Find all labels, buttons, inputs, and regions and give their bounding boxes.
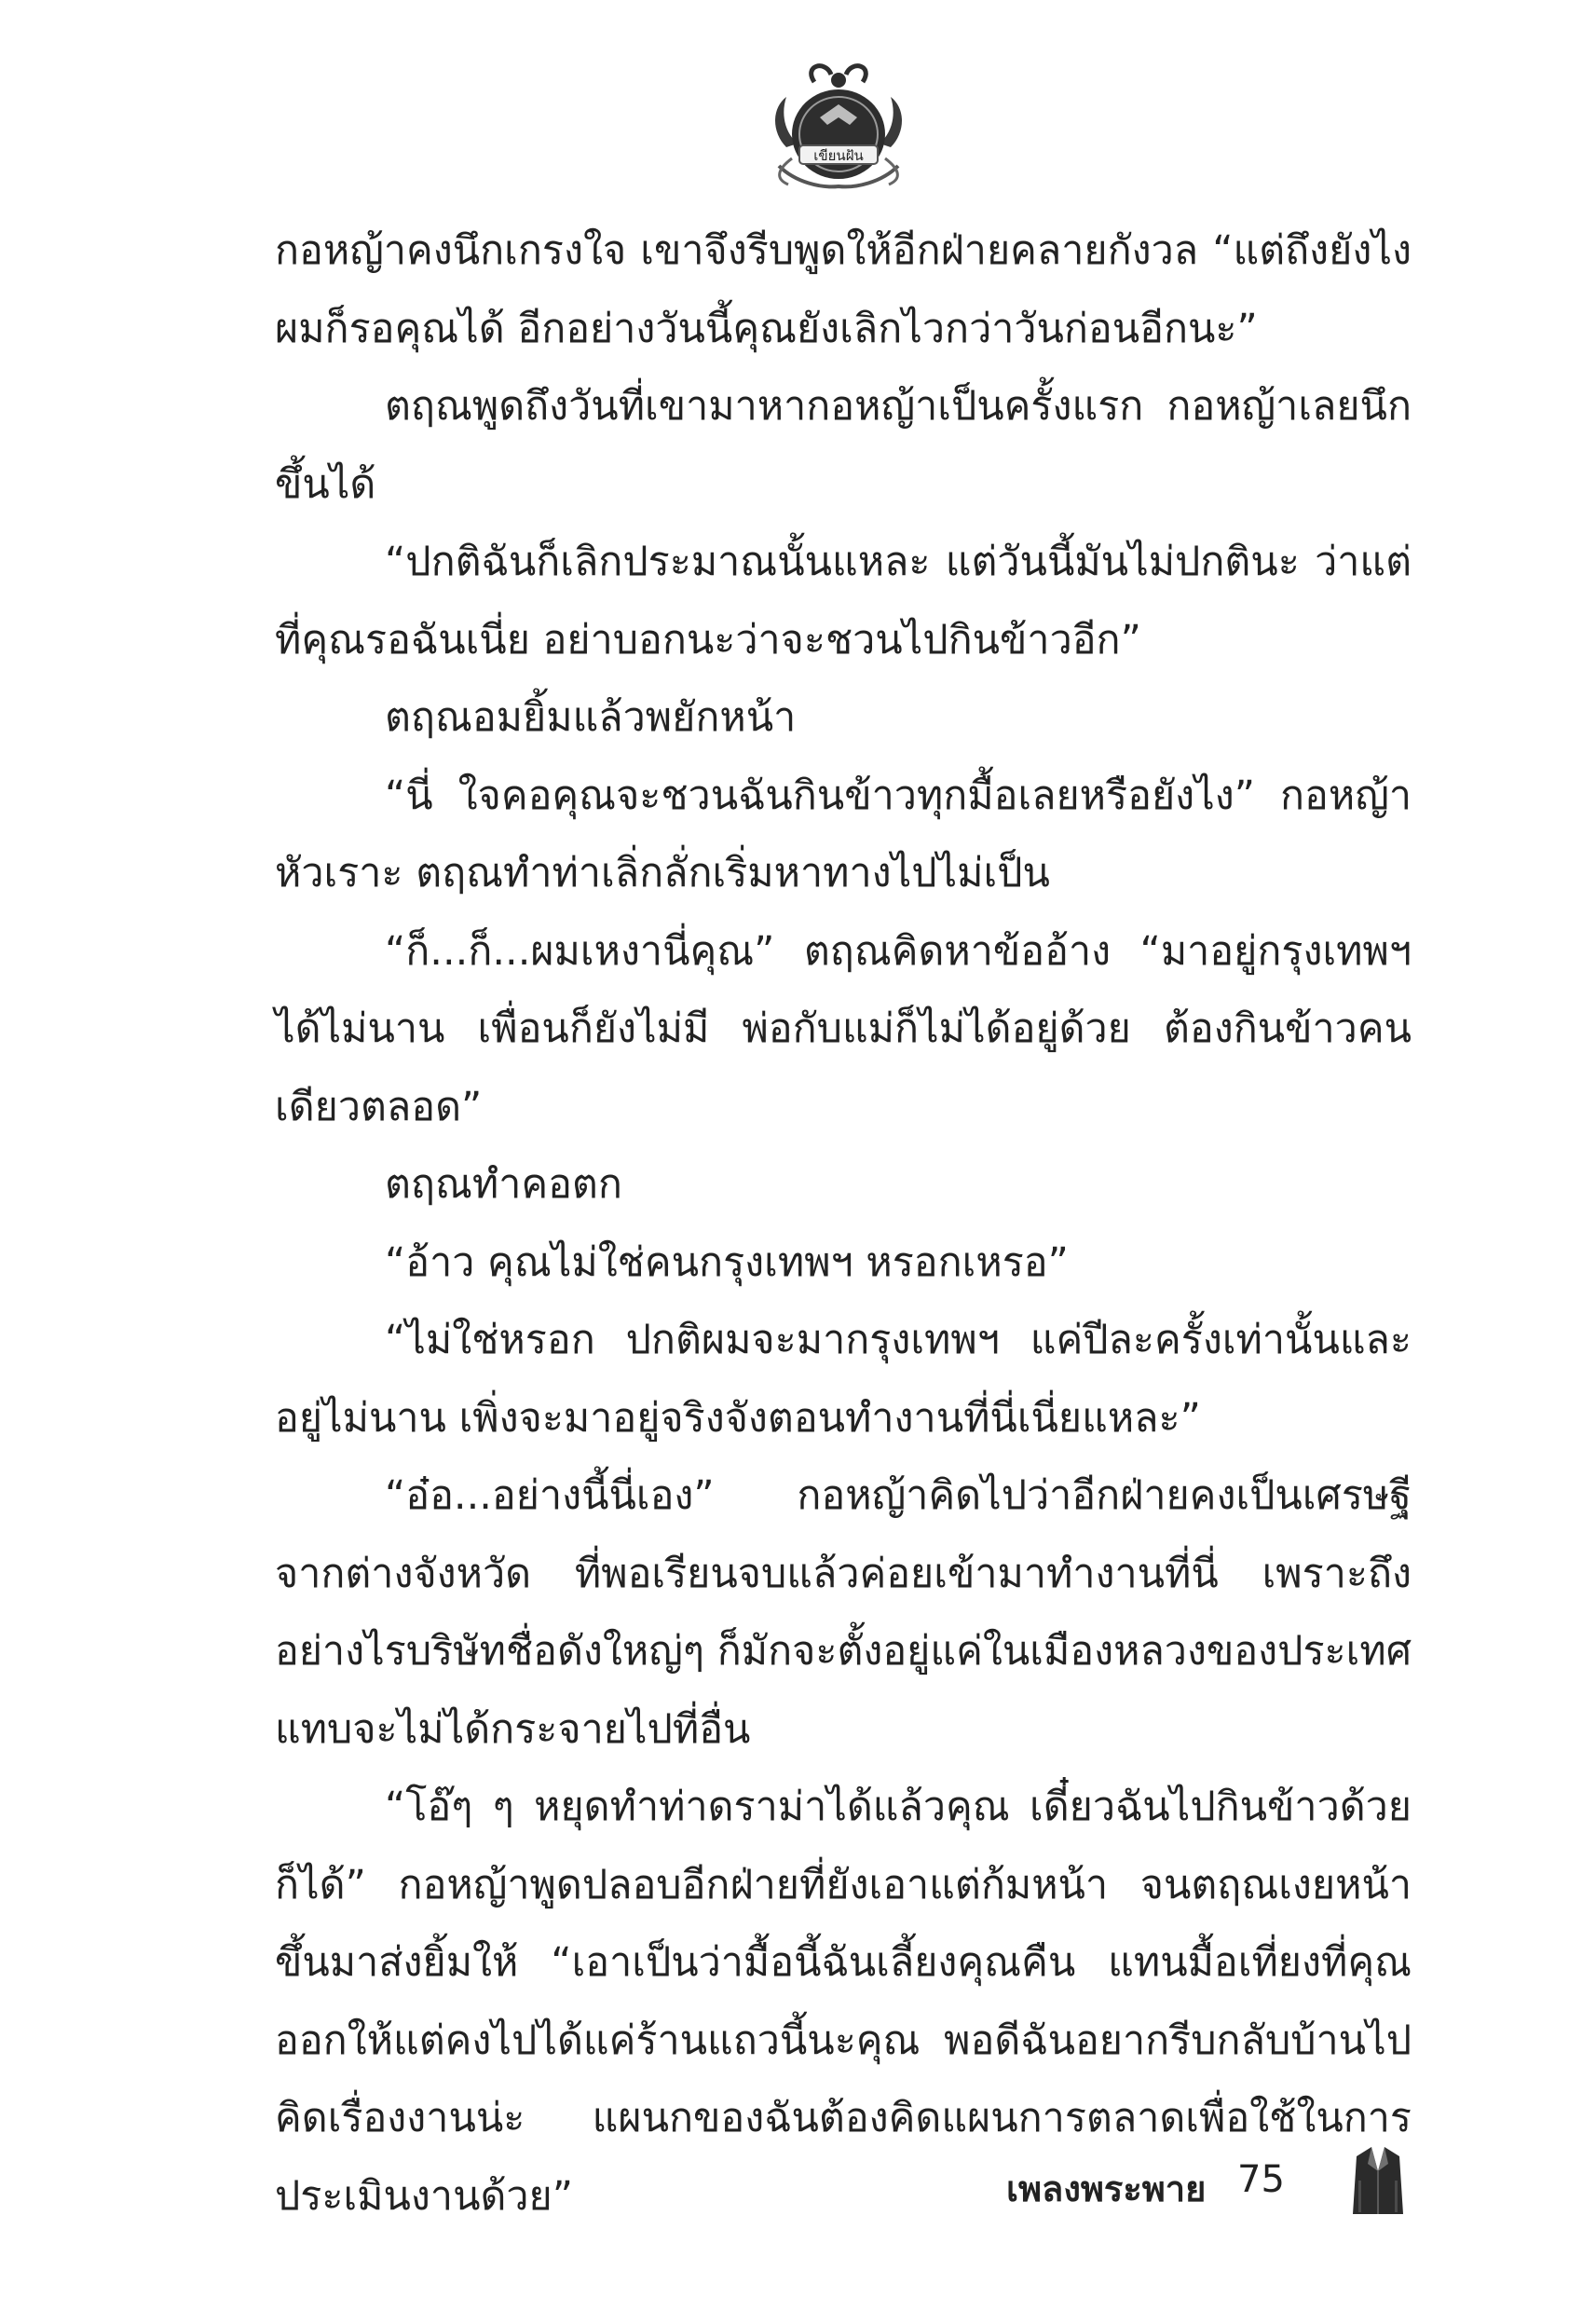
paragraph: ตฤณทำคอตก bbox=[385, 1161, 622, 1208]
paragraph: “ก็...ก็...ผมเหงานี่คุณ” ตฤณคิดหาข้ออ้าง “มาอยู่กรุงเทพฯได้ไม่นาน เพื่อนก็ยังไม่มี พ่อกับแม่ก็ไม่ได้อยู่ด้วย ต้องกินข้าวคนเดียวตลอด” bbox=[275, 927, 1412, 1130]
paragraph: “อ๋อ...อย่างนี้นี่เอง” กอหญ้าคิดไปว่าอีกฝ่ายคงเป็นเศรษฐีจากต่างจังหวัด ที่พอเรียนจบแล้วค่อยเข้ามาทำงานที่นี่ เพราะถึงอย่างไรบริษัทชื่อดังใหญ่ๆ ก็มักจะตั้งอยู่แค่ในเมืองหลวงของประเทศ แทบจะไม่ได้กระจายไปที่อื่น bbox=[275, 1472, 1412, 1753]
paragraph: กอหญ้าคงนึกเกรงใจ เขาจึงรีบพูดให้อีกฝ่ายคลายกังวล “แต่ถึงยังไงผมก็รอคุณได้ อีกอย่างวันนี้คุณยังเลิกไวกว่าวันก่อนอีกนะ” bbox=[275, 227, 1412, 352]
page-number: 75 bbox=[1237, 2158, 1285, 2201]
book-title: เพลงพระพาย bbox=[1006, 2168, 1207, 2209]
paragraph: “โอ๊ๆ ๆ หยุดทำท่าดราม่าได้แล้วคุณ เดี๋ยวฉันไปกินข้าวด้วยก็ได้” กอหญ้าพูดปลอบอีกฝ่ายที่ยังเอาแต่ก้มหน้า จนตฤณเงยหน้าขึ้นมาส่งยิ้มให้ “เอาเป็นว่ามื้อนี้ฉันเลี้ยงคุณคืน แทนมื้อเที่ยงที่คุณออกให้แต่คงไปได้แค่ร้านแถวนี้นะคุณ พอดีฉันอยากรีบกลับบ้านไปคิดเรื่องงานน่ะ แผนกของฉันต้องคิดแผนการตลาดเพื่อใช้ในการประเมินงานด้วย” bbox=[275, 1784, 1412, 2220]
paragraph: ตฤณอมยิ้มแล้วพยักหน้า bbox=[385, 694, 797, 741]
paragraph: “อ้าว คุณไม่ใช่คนกรุงเทพฯ หรอกเหรอ” bbox=[385, 1238, 1069, 1286]
ornate-crest-logo bbox=[766, 56, 911, 196]
crest-icon bbox=[766, 56, 911, 196]
paragraph: ตฤณพูดถึงวันที่เขามาหากอหญ้าเป็นครั้งแรก กอหญ้าเลยนึกขึ้นได้ bbox=[275, 383, 1412, 508]
paragraph: “ปกติฉันก็เลิกประมาณนั้นแหละ แต่วันนี้มันไม่ปกตินะ ว่าแต่ที่คุณรอฉันเนี่ย อย่าบอกนะว่าจะชวนไปกินข้าวอีก” bbox=[275, 539, 1412, 663]
svg-text:เขียนฝัน: เขียนฝัน bbox=[813, 147, 864, 164]
paragraph: “นี่ ใจคอคุณจะชวนฉันกินข้าวทุกมื้อเลยหรือยังไง” กอหญ้าหัวเราะ ตฤณทำท่าเลิ่กลั่กเริ่มหาทางไปไม่เป็น bbox=[275, 772, 1412, 896]
suit-jacket-icon bbox=[1351, 2143, 1405, 2216]
paragraph: “ไม่ใช่หรอก ปกติผมจะมากรุงเทพฯ แค่ปีละครั้งเท่านั้นและอยู่ไม่นาน เพิ่งจะมาอยู่จริงจังตอนทำงานที่นี่เนี่ยแหละ” bbox=[275, 1317, 1412, 1442]
body-text bbox=[275, 212, 1412, 2236]
page-footer bbox=[969, 2143, 1416, 2227]
